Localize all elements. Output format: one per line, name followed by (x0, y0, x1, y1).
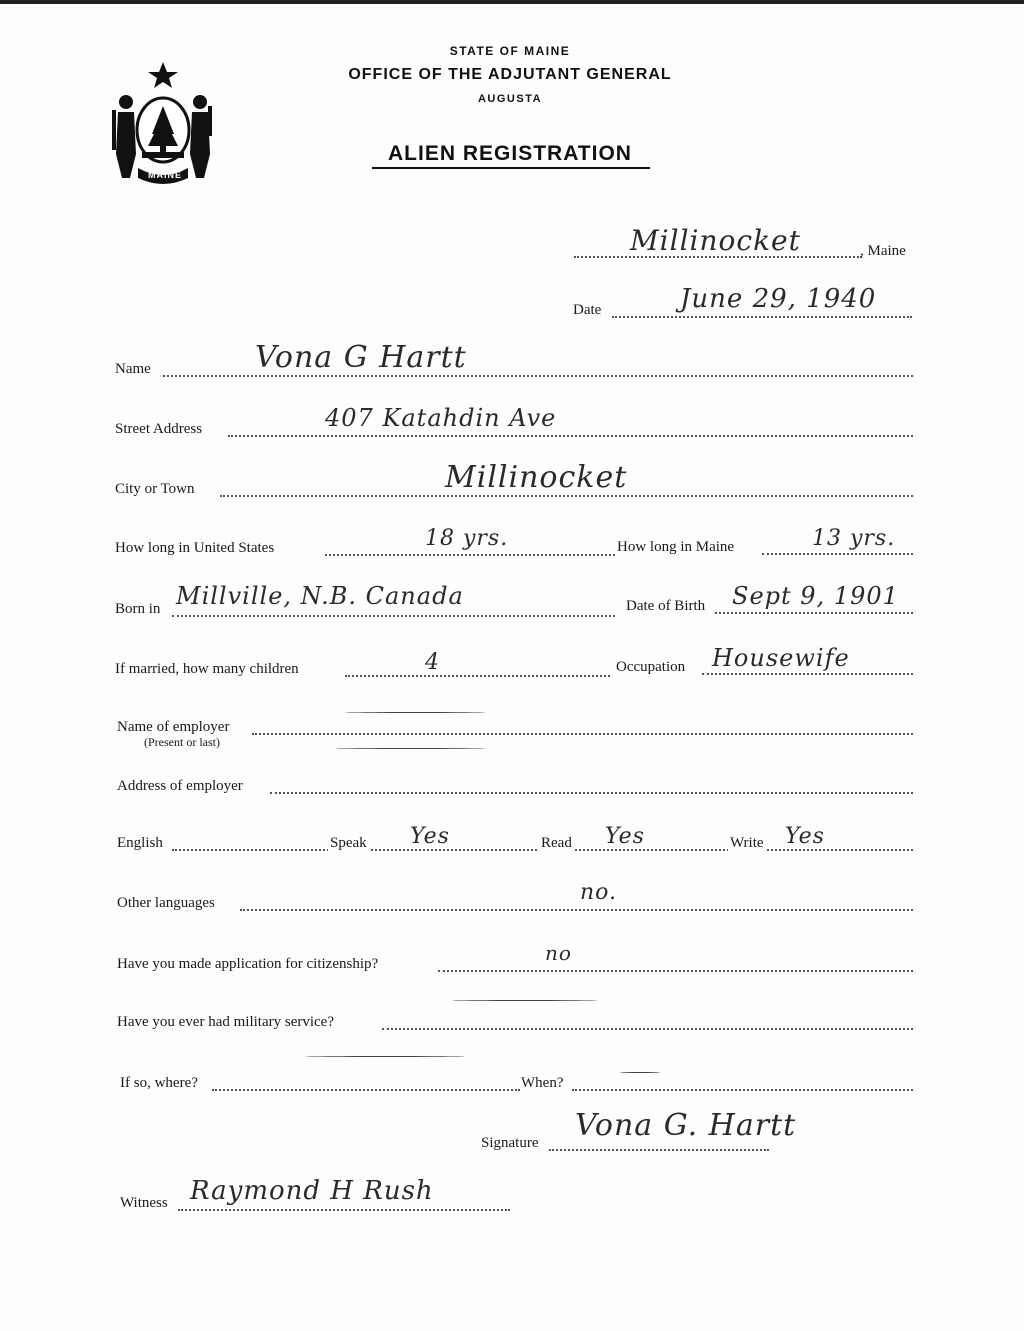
military-line (382, 1028, 913, 1030)
employer-dash-2 (335, 748, 485, 749)
read-label: Read (541, 835, 572, 851)
employer-address-label: Address of employer (117, 778, 243, 794)
other-languages-label: Other languages (117, 895, 215, 911)
children-value: 4 (425, 650, 440, 675)
read-value: Yes (605, 824, 645, 849)
signature-label: Signature (481, 1135, 539, 1151)
born-in-value: Millville, N.B. Canada (176, 582, 464, 610)
town-value: Millinocket (630, 224, 801, 257)
scan-border (0, 0, 1024, 4)
citizenship-line (438, 970, 913, 972)
citizenship-value: no (545, 941, 572, 965)
where-label: If so, where? (120, 1075, 198, 1091)
write-label: Write (730, 835, 764, 851)
witness-line (178, 1209, 510, 1211)
date-value: June 29, 1940 (680, 284, 877, 314)
dob-value: Sept 9, 1901 (732, 582, 899, 610)
how-long-us-value: 18 yrs. (425, 526, 509, 551)
employer-dash-1 (345, 712, 485, 713)
state-seal-icon (108, 58, 218, 188)
dob-line (715, 612, 913, 614)
occupation-line (702, 673, 913, 675)
dob-label: Date of Birth (626, 598, 706, 614)
witness-label: Witness (120, 1195, 168, 1211)
maine-label: , Maine (860, 243, 906, 259)
write-value: Yes (785, 824, 825, 849)
signature-line (549, 1149, 769, 1151)
how-long-maine-value: 13 yrs. (812, 526, 896, 551)
how-long-maine-line (762, 553, 913, 555)
street-label: Street Address (115, 421, 203, 437)
street-value: 407 Katahdin Ave (325, 404, 557, 432)
employer-address-line (270, 792, 913, 794)
how-long-us-line (325, 554, 615, 556)
when-line (572, 1089, 913, 1091)
city-value: Millinocket (445, 460, 628, 495)
witness-value: Raymond H Rush (190, 1176, 434, 1206)
occupation-label: Occupation (616, 659, 686, 675)
employer-note: (Present or last) (144, 735, 220, 749)
where-line (212, 1089, 520, 1091)
other-languages-line (240, 909, 913, 911)
name-line (163, 375, 913, 377)
city-label: City or Town (115, 481, 195, 497)
employer-name-label: Name of employer (117, 719, 230, 735)
other-languages-value: no. (580, 880, 618, 905)
born-in-line (172, 615, 615, 617)
how-long-us-label: How long in United States (115, 540, 275, 556)
children-line (345, 675, 610, 677)
signature-value: Vona G. Hartt (575, 1108, 797, 1143)
english-label: English (117, 835, 163, 851)
where-dash (305, 1056, 465, 1057)
how-long-maine-label: How long in Maine (617, 539, 735, 555)
title-underline (372, 167, 650, 169)
street-line (228, 435, 913, 437)
when-dash (620, 1072, 660, 1073)
city-line (220, 495, 913, 497)
military-label: Have you ever had military service? (117, 1014, 334, 1030)
header-office: OFFICE OF THE ADJUTANT GENERAL (348, 66, 672, 83)
when-label: When? (521, 1075, 564, 1091)
page-title: ALIEN REGISTRATION (388, 142, 632, 165)
name-value: Vona G Hartt (255, 340, 467, 375)
name-label: Name (115, 361, 151, 377)
employer-name-line (252, 733, 913, 735)
military-dash (452, 1000, 597, 1001)
header-state: STATE OF MAINE (449, 44, 571, 58)
seal-text: MAINE (148, 170, 182, 180)
occupation-value: Housewife (712, 644, 850, 672)
header-city: AUGUSTA (477, 93, 543, 105)
children-label: If married, how many children (115, 661, 299, 677)
date-line (612, 316, 912, 318)
date-label: Date (573, 302, 602, 318)
speak-value: Yes (410, 824, 450, 849)
speak-label: Speak (330, 835, 367, 851)
born-in-label: Born in (115, 601, 161, 617)
citizenship-label: Have you made application for citizenship? (117, 956, 379, 972)
